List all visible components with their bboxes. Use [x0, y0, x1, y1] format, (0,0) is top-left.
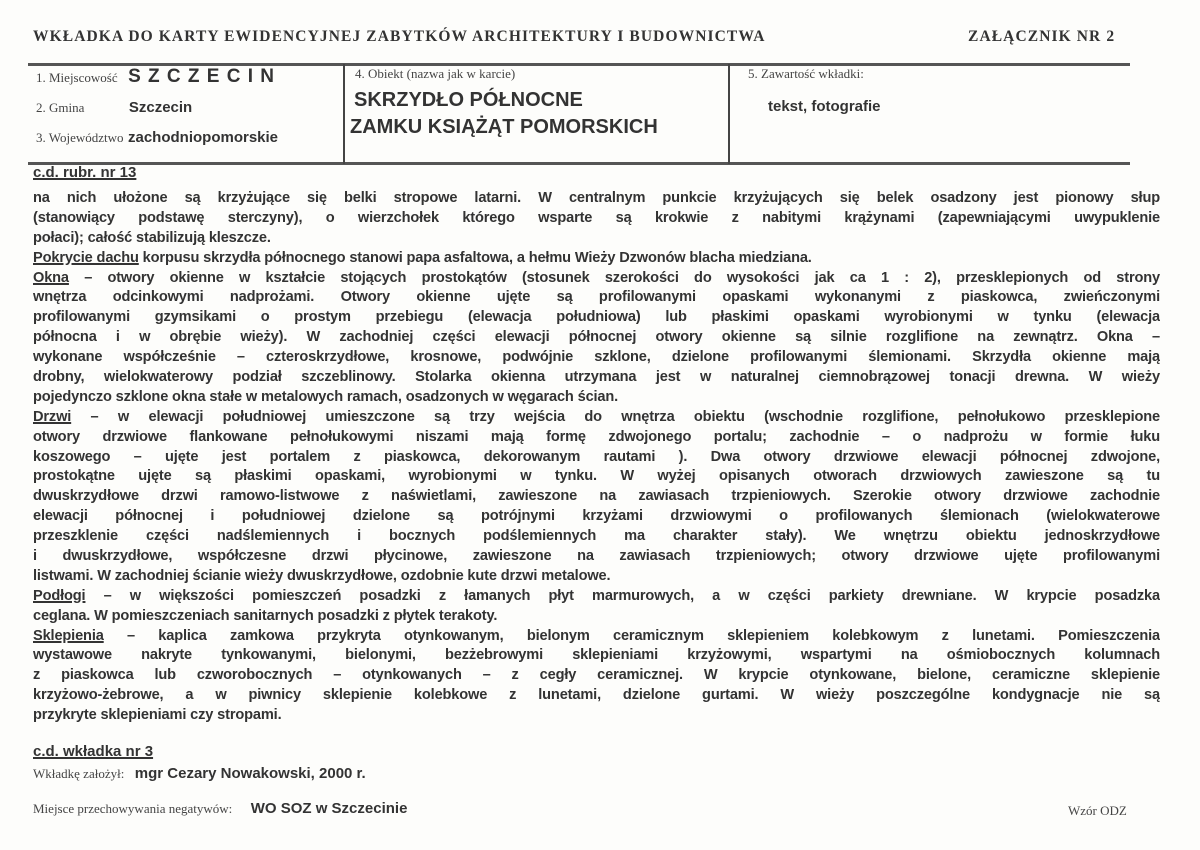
text-line [33, 587, 1160, 607]
field-label: 3. Województwo [36, 130, 124, 145]
text-line [33, 209, 1160, 229]
subsection-heading: Pokrycie dachu [33, 249, 139, 266]
line-text: – otwory okienne w kształcie stojących prostokątów (stosunek szerokości do wysokości jak ca 1 : 2), przesklepionych od strony [68, 269, 1160, 286]
line-text: ceglana. W pomieszczeniach sanitarnych posadzki z płytek terakoty. [33, 607, 498, 624]
commune-value: Szczecin [128, 99, 193, 116]
field-label-object: 4. Obiekt (nazwa jak w karcie) [355, 66, 516, 81]
field-commune [36, 99, 192, 117]
text-line [33, 348, 1160, 368]
negatives-label: Miejsce przechowywania negatywów: [33, 801, 233, 816]
line-text: północna i w obrębie wieży). W zachodniej części elewacji północnej otwory okienne są silnie rozglifione na zewnątrz. Okna – [33, 329, 1160, 346]
subsection-heading: Okna [33, 269, 69, 286]
field-label-content: 5. Zawartość wkładki: [748, 66, 864, 81]
text-line [33, 368, 1160, 388]
field-label: 1. Miejscowość [36, 70, 118, 85]
text-line [33, 428, 1160, 448]
text-line [33, 308, 1160, 328]
text-line [33, 388, 1160, 408]
line-text: korpusu skrzydła północnego stanowi papa asfaltowa, a hełmu Wieży Dzwonów blacha miedziana. [138, 249, 812, 266]
author-value: mgr Cezary Nowakowski, 2000 r. [134, 765, 366, 782]
line-text: koszowego – ujęte jest portalem z piaskowca, dekorowanym rautami ). Dwa otwory drzwiowe elewacji północnej zdwojone, [33, 448, 1160, 465]
text-line [33, 229, 1160, 249]
text-line [33, 706, 1160, 726]
text-line [33, 567, 1160, 587]
line-text: przykryte sklepieniami czy stropami. [33, 707, 282, 724]
line-text: połaci); całość stabilizują kleszcze. [33, 229, 271, 246]
text-line [33, 448, 1160, 468]
text-line [33, 189, 1160, 209]
line-text: prostokątne ujęte są płaskimi opaskami, wyrobionymi w tynku. W wyżej opisanych otworach drzwiowych zawieszone są tu [33, 468, 1160, 485]
line-text: profilowanymi gzymsikami o prostym przebiegu (elewacja południowa) lub płaskimi opaskami wyrobionymi w tynku (elewacja [33, 309, 1160, 326]
field-label: 2. Gmina [36, 100, 85, 115]
line-text: na nich ułożone są krzyżujące się belki stropowe latarni. W centralnym punkcie krzyżujących się belek osadzony jest pionowy słup [33, 190, 1160, 206]
text-line [33, 686, 1160, 706]
text-line [33, 288, 1160, 308]
text-line [33, 249, 1160, 269]
text-line [33, 507, 1160, 527]
text-line [33, 527, 1160, 547]
locality-value: S Z C Z E C I N [128, 66, 276, 87]
subsection-heading: Sklepienia [33, 627, 104, 644]
line-text: listwami. W zachodniej ścianie wieży dwuskrzydłowe, ozdobnie kute drzwi metalowe. [33, 567, 611, 584]
document-body [33, 189, 1160, 726]
line-text: i dwuskrzydłowe, współczesne drzwi płycinowe, zawieszone na zawiasach trzpieniowych; otwory drzwiowe ujęte profilowanymi [33, 548, 1160, 565]
voivodeship-value: zachodniopomorskie [128, 129, 279, 146]
section-heading: c.d. rubr. nr 13 [33, 164, 137, 181]
line-text: (stanowiący podstawę sterczyny), o wierzchołek którego wsparte są krokwie z nabitymi krążynami (zapewniającymi uwypuklenie [33, 209, 1160, 226]
line-text: krzyżowo-żebrowe, a w piwnicy sklepienie kolebkowe z lunetami, dzielone gurtami. W wieży poszczególne kondygnacje nie są [33, 687, 1160, 704]
field-divider [343, 64, 345, 164]
line-text: – w elewacji południowej umieszczone są trzy wejścia do wnętrza obiektu (wschodnie rozglifione, pełnołukowo przesklepione [71, 408, 1160, 425]
line-text: – kaplica zamkowa przykryta otynkowanym, bielonym ceramicznym sklepieniem kolebkowym z lunetami. Pomieszczenia [103, 627, 1160, 644]
text-line [33, 328, 1160, 348]
content-value: tekst, fotografie [768, 98, 881, 115]
field-divider [728, 64, 730, 164]
text-line [33, 547, 1160, 567]
template-label: Wzór ODZ [1068, 803, 1127, 818]
document-title: WKŁADKA DO KARTY EWIDENCYJNEJ ZABYTKÓW ARCHITEKTURY I BUDOWNICTWA [33, 28, 766, 45]
line-text: przeszklenie części nadślemiennych i bocznych podślemiennych ma charakter stały). We wnętrzu obiektu jednoskrzydłowe [33, 528, 1160, 545]
field-voivodeship [36, 129, 278, 147]
line-text: wystawowe nakryte tynkowanymi, bielonymi, bezżebrowymi sklepieniami krzyżowymi, wspartymi na ośmiobocznych kolumnach [33, 647, 1160, 664]
line-text: – w większości pomieszczeń posadzki z łamanych płyt marmurowych, a w części parkiety drewniane. W krypcie posadzka [85, 587, 1160, 604]
subsection-heading: Drzwi [33, 408, 72, 425]
text-line [33, 269, 1160, 289]
line-text: pojedynczo szklone okna stałe w metalowych ramach, osadzonych w węgarach ścian. [33, 388, 619, 405]
text-line [33, 607, 1160, 627]
object-name-line1: SKRZYDŁO PÓŁNOCNE [354, 89, 583, 111]
line-text: drobny, wielokwaterowy podział szczeblinowy. Stolarka okienna utrzymana jest w naturalnej ciemnobrązowej tonacji drewna. W wieży [33, 369, 1160, 386]
header-box-bottom-rule [28, 162, 1130, 165]
subsection-heading: Podłogi [33, 587, 86, 604]
text-line [33, 646, 1160, 666]
continued-heading: c.d. wkładka nr 3 [33, 743, 154, 760]
line-text: dwuskrzydłowe drzwi ramowo-listwowe z naświetlami, zawieszone na zawiasach trzpieniowych. Szerokie otwory drzwiowe zachodnie [33, 488, 1160, 505]
text-line [33, 467, 1160, 487]
text-line [33, 487, 1160, 507]
line-text: elewacji północnej i południowej dzielone są potrójnymi krzyżami drzwiowymi o profilowanych ślemionach (wielokwaterowe [33, 508, 1160, 525]
negatives-row [33, 800, 407, 818]
line-text: otwory drzwiowe flankowane pełnołukowymi niszami mają formę zdwojonego portalu; zachodnie – o nadprożu w formie łuku [33, 428, 1160, 445]
text-line [33, 666, 1160, 686]
text-line [33, 627, 1160, 647]
author-row [33, 765, 366, 783]
line-text: wnętrza odcinkowymi nadprożami. Otwory okienne ujęte są profilowanymi opaskami wykonanymi z piaskowca, zwieńczonymi [33, 289, 1160, 306]
negatives-value: WO SOZ w Szczecinie [250, 800, 408, 817]
object-name-line2: ZAMKU KSIĄŻĄT POMORSKICH [350, 116, 658, 138]
field-locality [36, 66, 275, 88]
line-text: z piaskowca lub czworobocznych – otynkowanych – z cegły ceramicznej. W krypcie otynkowane, bielone, ceramiczne sklepienie [33, 667, 1160, 684]
author-label: Wkładkę założył: [33, 766, 125, 781]
annex-number: ZAŁĄCZNIK NR 2 [968, 28, 1116, 45]
text-line [33, 408, 1160, 428]
line-text: wykonane współcześnie – czteroskrzydłowe, krosnowe, podwójnie szklone, dzielone profilowanymi ślemionami. Skrzydła okienne mają [33, 349, 1160, 366]
